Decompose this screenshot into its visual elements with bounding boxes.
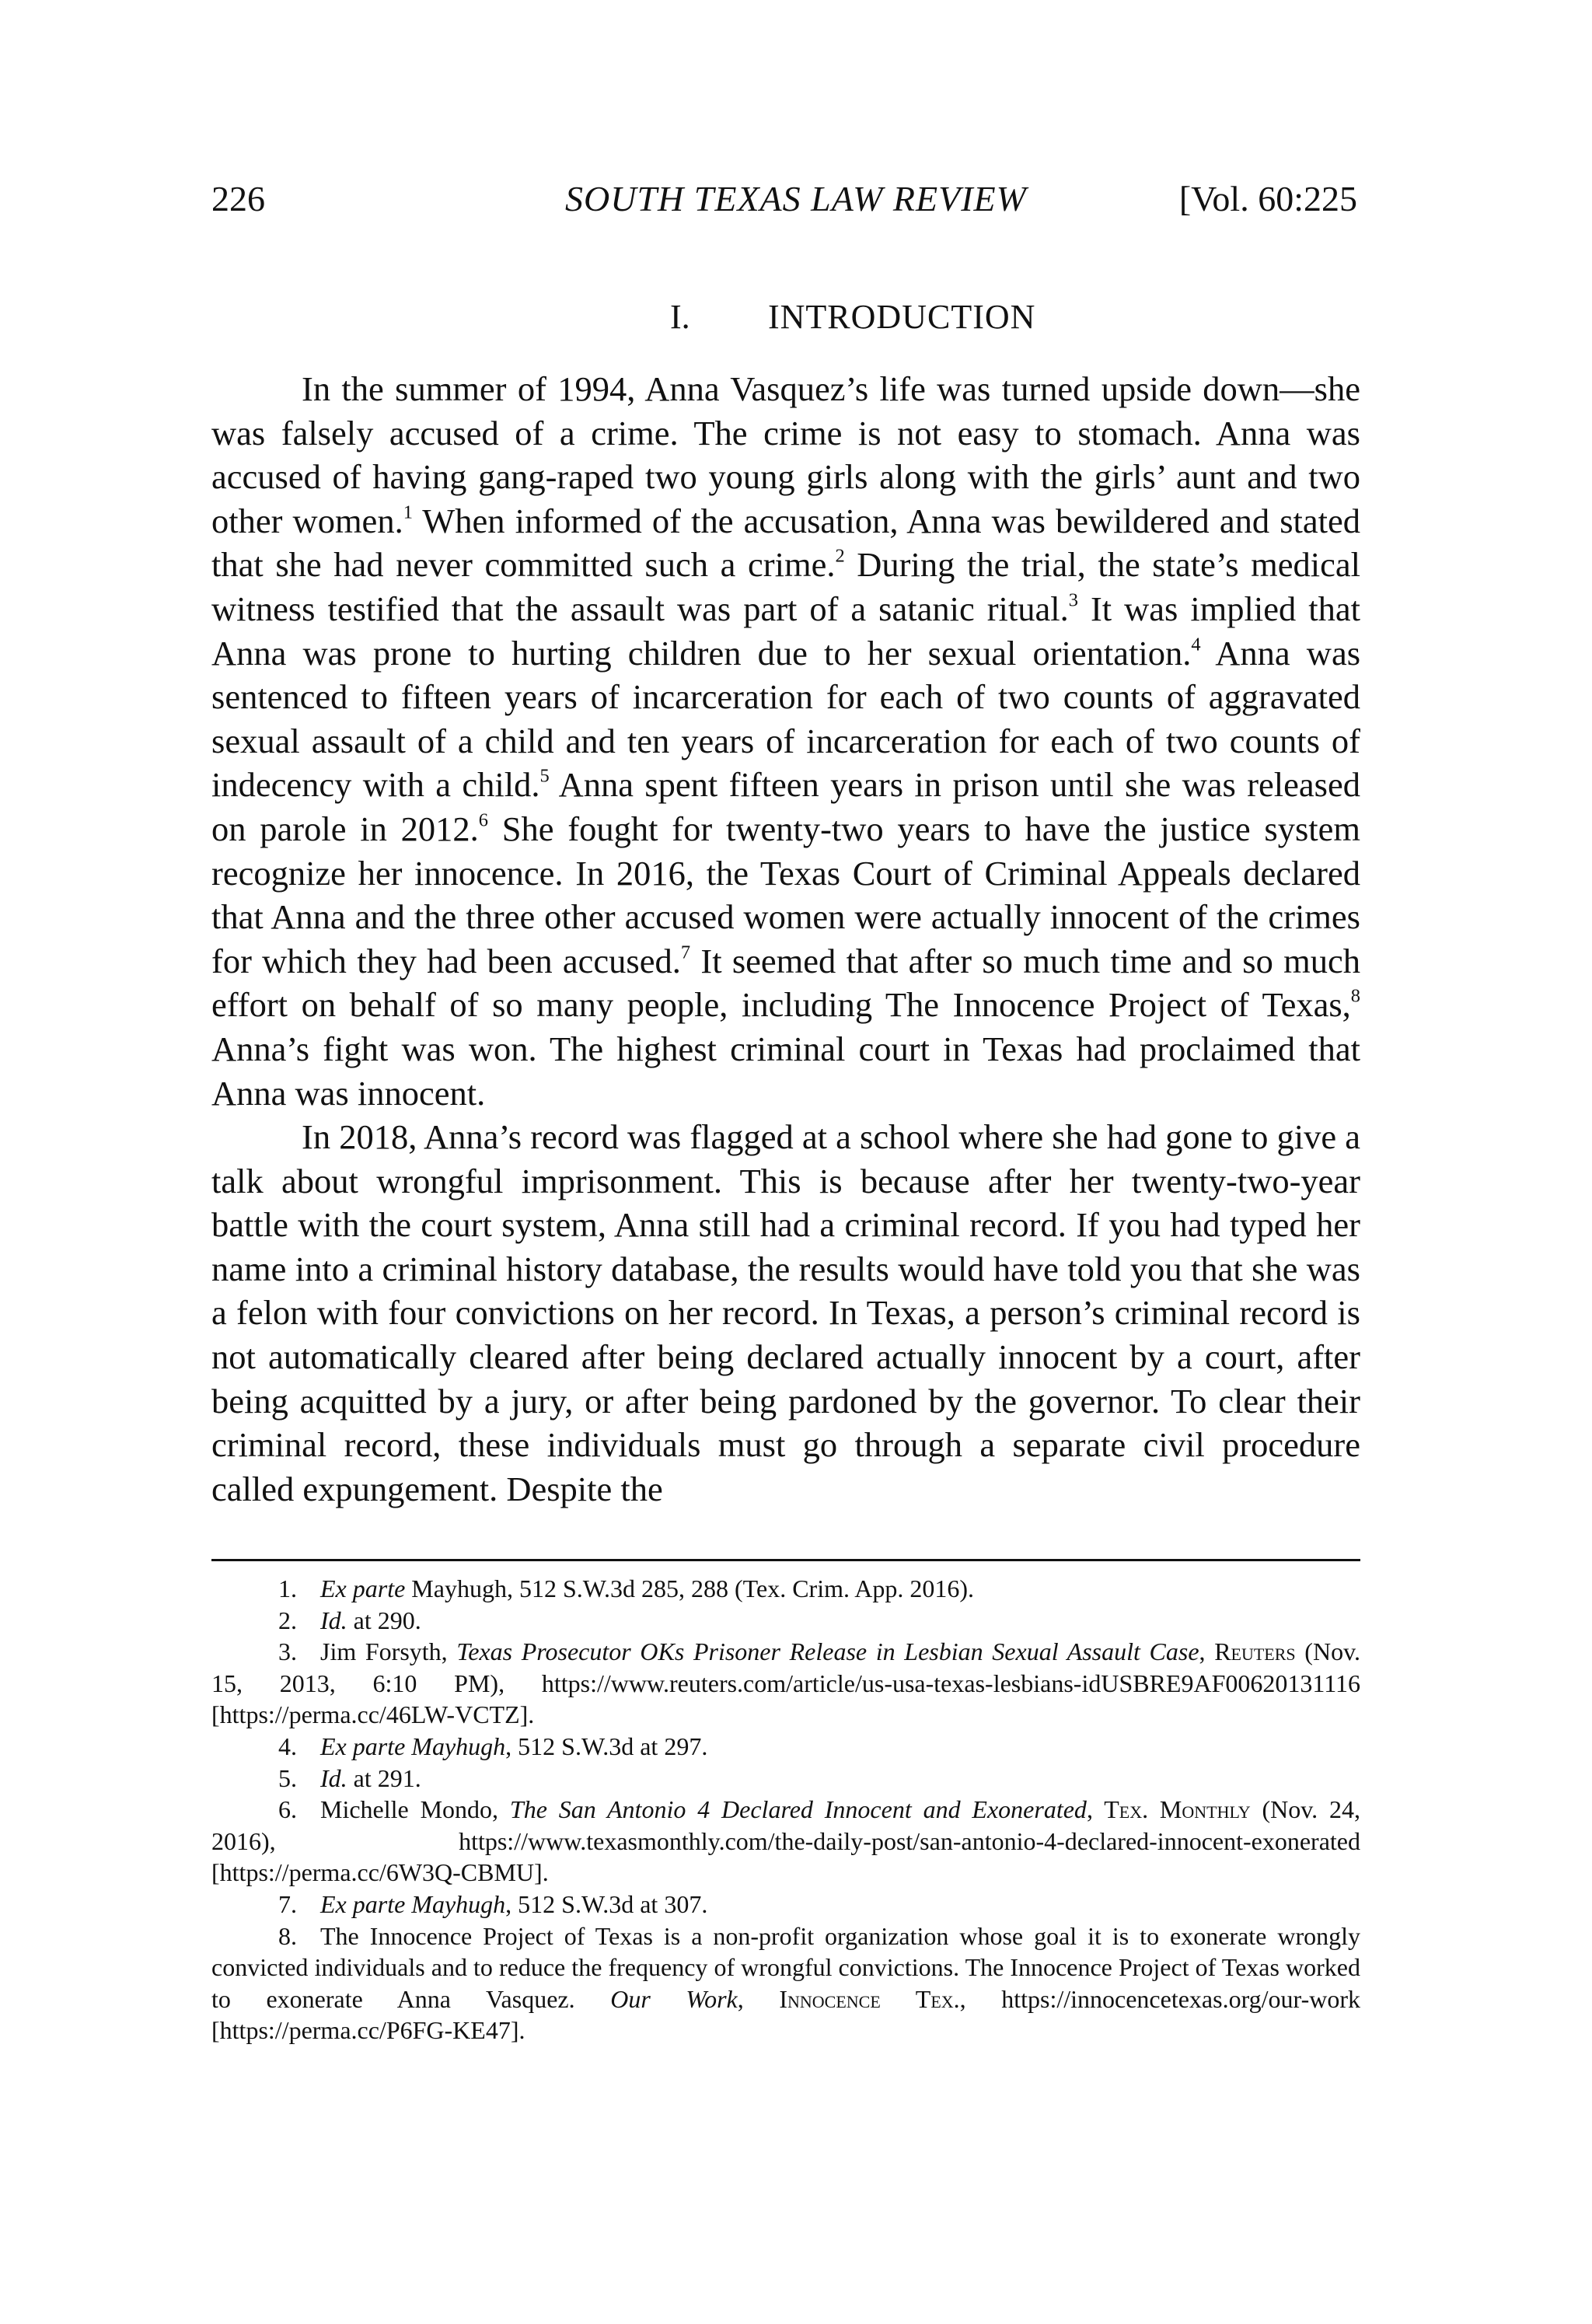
footnote-4 (211, 1731, 1360, 1763)
section-title: INTRODUCTION (768, 298, 1036, 336)
section-number: I. (670, 298, 690, 336)
footnote-number: 8. (278, 1921, 297, 1950)
sentence: Anna was sentenced to fifteen years of incarceration for each of two counts of aggravated sexual assault of a child and ten years of incarceration for each of two counts of indecency with a child. (211, 633, 1361, 805)
footnote-divider (211, 1559, 1360, 1561)
footnote-ref[interactable]: 3 (1068, 589, 1078, 611)
footnote-italic: Id. (320, 1763, 347, 1792)
footnote-pre: The Innocence Project of Texas is a non-profit organization whose goal it is to exonerate wrongly convicted individuals and to reduce the frequency of wrongful convictions. The Innocence Project of Texas worked to exonerate Anna Vasquez. (211, 1921, 1360, 2013)
sentence: It seemed that after so much time and so much effort on behalf of so many people, including The Innocence Project of Texas, (211, 941, 1360, 1025)
footnote-text: , 512 S.W.3d at 307. (505, 1889, 708, 1918)
footnote-source: , Reuters (1199, 1637, 1296, 1666)
footnote-ref[interactable]: 7 (680, 942, 691, 963)
footnote-italic: Ex parte Mayhugh (320, 1889, 506, 1918)
footnote-pre: Michelle Mondo, (320, 1795, 510, 1824)
footnote-number: 5. (278, 1763, 297, 1792)
footnote-number: 3. (278, 1637, 297, 1666)
footnote-italic: Ex parte (320, 1574, 406, 1602)
footnote-source: , Tex. Monthly (1086, 1795, 1251, 1824)
footnote-3 (211, 1636, 1360, 1731)
footnote-7 (211, 1889, 1360, 1920)
paragraph-1 (211, 367, 1360, 1115)
footnote-italic: Ex parte Mayhugh (320, 1732, 506, 1760)
sentence: When informed of the accusation, Anna was bewildered and stated that she had never committed such a crime. (211, 501, 1361, 585)
footnote-text: at 291. (347, 1763, 421, 1792)
footnote-italic: Id. (320, 1606, 347, 1634)
footnote-1 (211, 1573, 1360, 1605)
sentence: She fought for twenty-two years to have the justice system recognize her innocence. In 2016, the Texas Court of Criminal Appeals declared that Anna and the three other accused women were actually innocent of the crimes for which they had been accused. (211, 809, 1360, 980)
footnote-source: , Innocence Tex. (737, 1984, 960, 2013)
footnote-text: (Nov. 24, 2016), https://www.texasmonthly.com/the-daily-post/san-antonio-4-declared-innocent-exonerated [https://perma.cc/6W3Q-CBMU]. (211, 1795, 1361, 1887)
footnote-text: (Nov. 15, 2013, 6:10 PM), https://www.reuters.com/article/us-usa-texas-lesbians-idUSBRE9AF00620131116 [https://perma.cc/46LW-VCTZ]. (211, 1637, 1360, 1729)
footnote-text: Mayhugh, 512 S.W.3d 285, 288 (Tex. Crim. App. 2016). (405, 1574, 974, 1602)
footnote-ref[interactable]: 5 (539, 766, 550, 787)
volume-citation: [Vol. 60:225 (1178, 179, 1357, 218)
page-number: 226 (211, 179, 265, 218)
section-heading (0, 294, 1592, 341)
footnote-text: , 512 S.W.3d at 297. (505, 1732, 708, 1760)
footnote-number: 4. (278, 1732, 297, 1760)
footnote-italic: The San Antonio 4 Declared Innocent and Exonerated (509, 1795, 1087, 1824)
footnote-italic: Texas Prosecutor OKs Prisoner Release in Lesbian Sexual Assault Case (456, 1637, 1199, 1666)
sentence: During the trial, the state’s medical witness testified that the assault was part of a satanic ritual. (211, 545, 1360, 628)
sentence: It was implied that Anna was prone to hurting children due to her sexual orientation. (211, 589, 1360, 673)
footnote-number: 1. (278, 1574, 297, 1602)
footnote-ref[interactable]: 2 (835, 546, 845, 568)
footnote-pre: Jim Forsyth, (320, 1637, 457, 1666)
footnote-number: 2. (278, 1606, 297, 1634)
journal-title: SOUTH TEXAS LAW REVIEW (565, 179, 1027, 218)
footnote-text: , https://innocencetexas.org/our-work [https://perma.cc/P6FG-KE47]. (211, 1984, 1360, 2045)
footnote-ref[interactable]: 1 (403, 501, 413, 523)
footnote-2 (211, 1605, 1360, 1637)
running-header (0, 176, 1592, 222)
sentence: Anna’s fight was won. The highest criminal court in Texas had proclaimed that Anna was innocent. (211, 1029, 1360, 1113)
footnote-italic: Our Work (610, 1984, 738, 2013)
footnotes (211, 1573, 1360, 2046)
footnote-ref[interactable]: 8 (1350, 985, 1360, 1007)
sentence: In the summer of 1994, Anna Vasquez’s life was turned upside down—she was falsely accused of a crime. The crime is not easy to stomach. Anna was accused of having gang-raped two young girls along with the girls’ aunt and two other women. (211, 369, 1360, 540)
sentence: Anna spent fifteen years in prison until she was released on parole in 2012. (211, 765, 1360, 848)
footnote-5 (211, 1763, 1360, 1795)
footnote-text: at 290. (347, 1606, 421, 1634)
footnote-8 (211, 1920, 1360, 2046)
footnote-ref[interactable]: 6 (478, 809, 489, 831)
footnote-6 (211, 1794, 1360, 1889)
footnote-number: 7. (278, 1889, 297, 1918)
footnote-ref[interactable]: 4 (1191, 634, 1201, 655)
body-text (211, 367, 1360, 1511)
footnote-number: 6. (278, 1795, 297, 1824)
paragraph-2: In 2018, Anna’s record was flagged at a school where she had gone to give a talk about wrongful imprisonment. This is because after her twenty-two-year battle with the court system, Anna still had a criminal record. If you had typed her name into a criminal history database, the results would have told you that she was a felon with four convictions on her record. In Texas, a person’s criminal record is not automatically cleared after being declared actually innocent by a court, after being acquitted by a jury, or after being pardoned by the governor. To clear their criminal record, these individuals must go through a separate civil procedure called expungement. Despite the (211, 1117, 1360, 1508)
